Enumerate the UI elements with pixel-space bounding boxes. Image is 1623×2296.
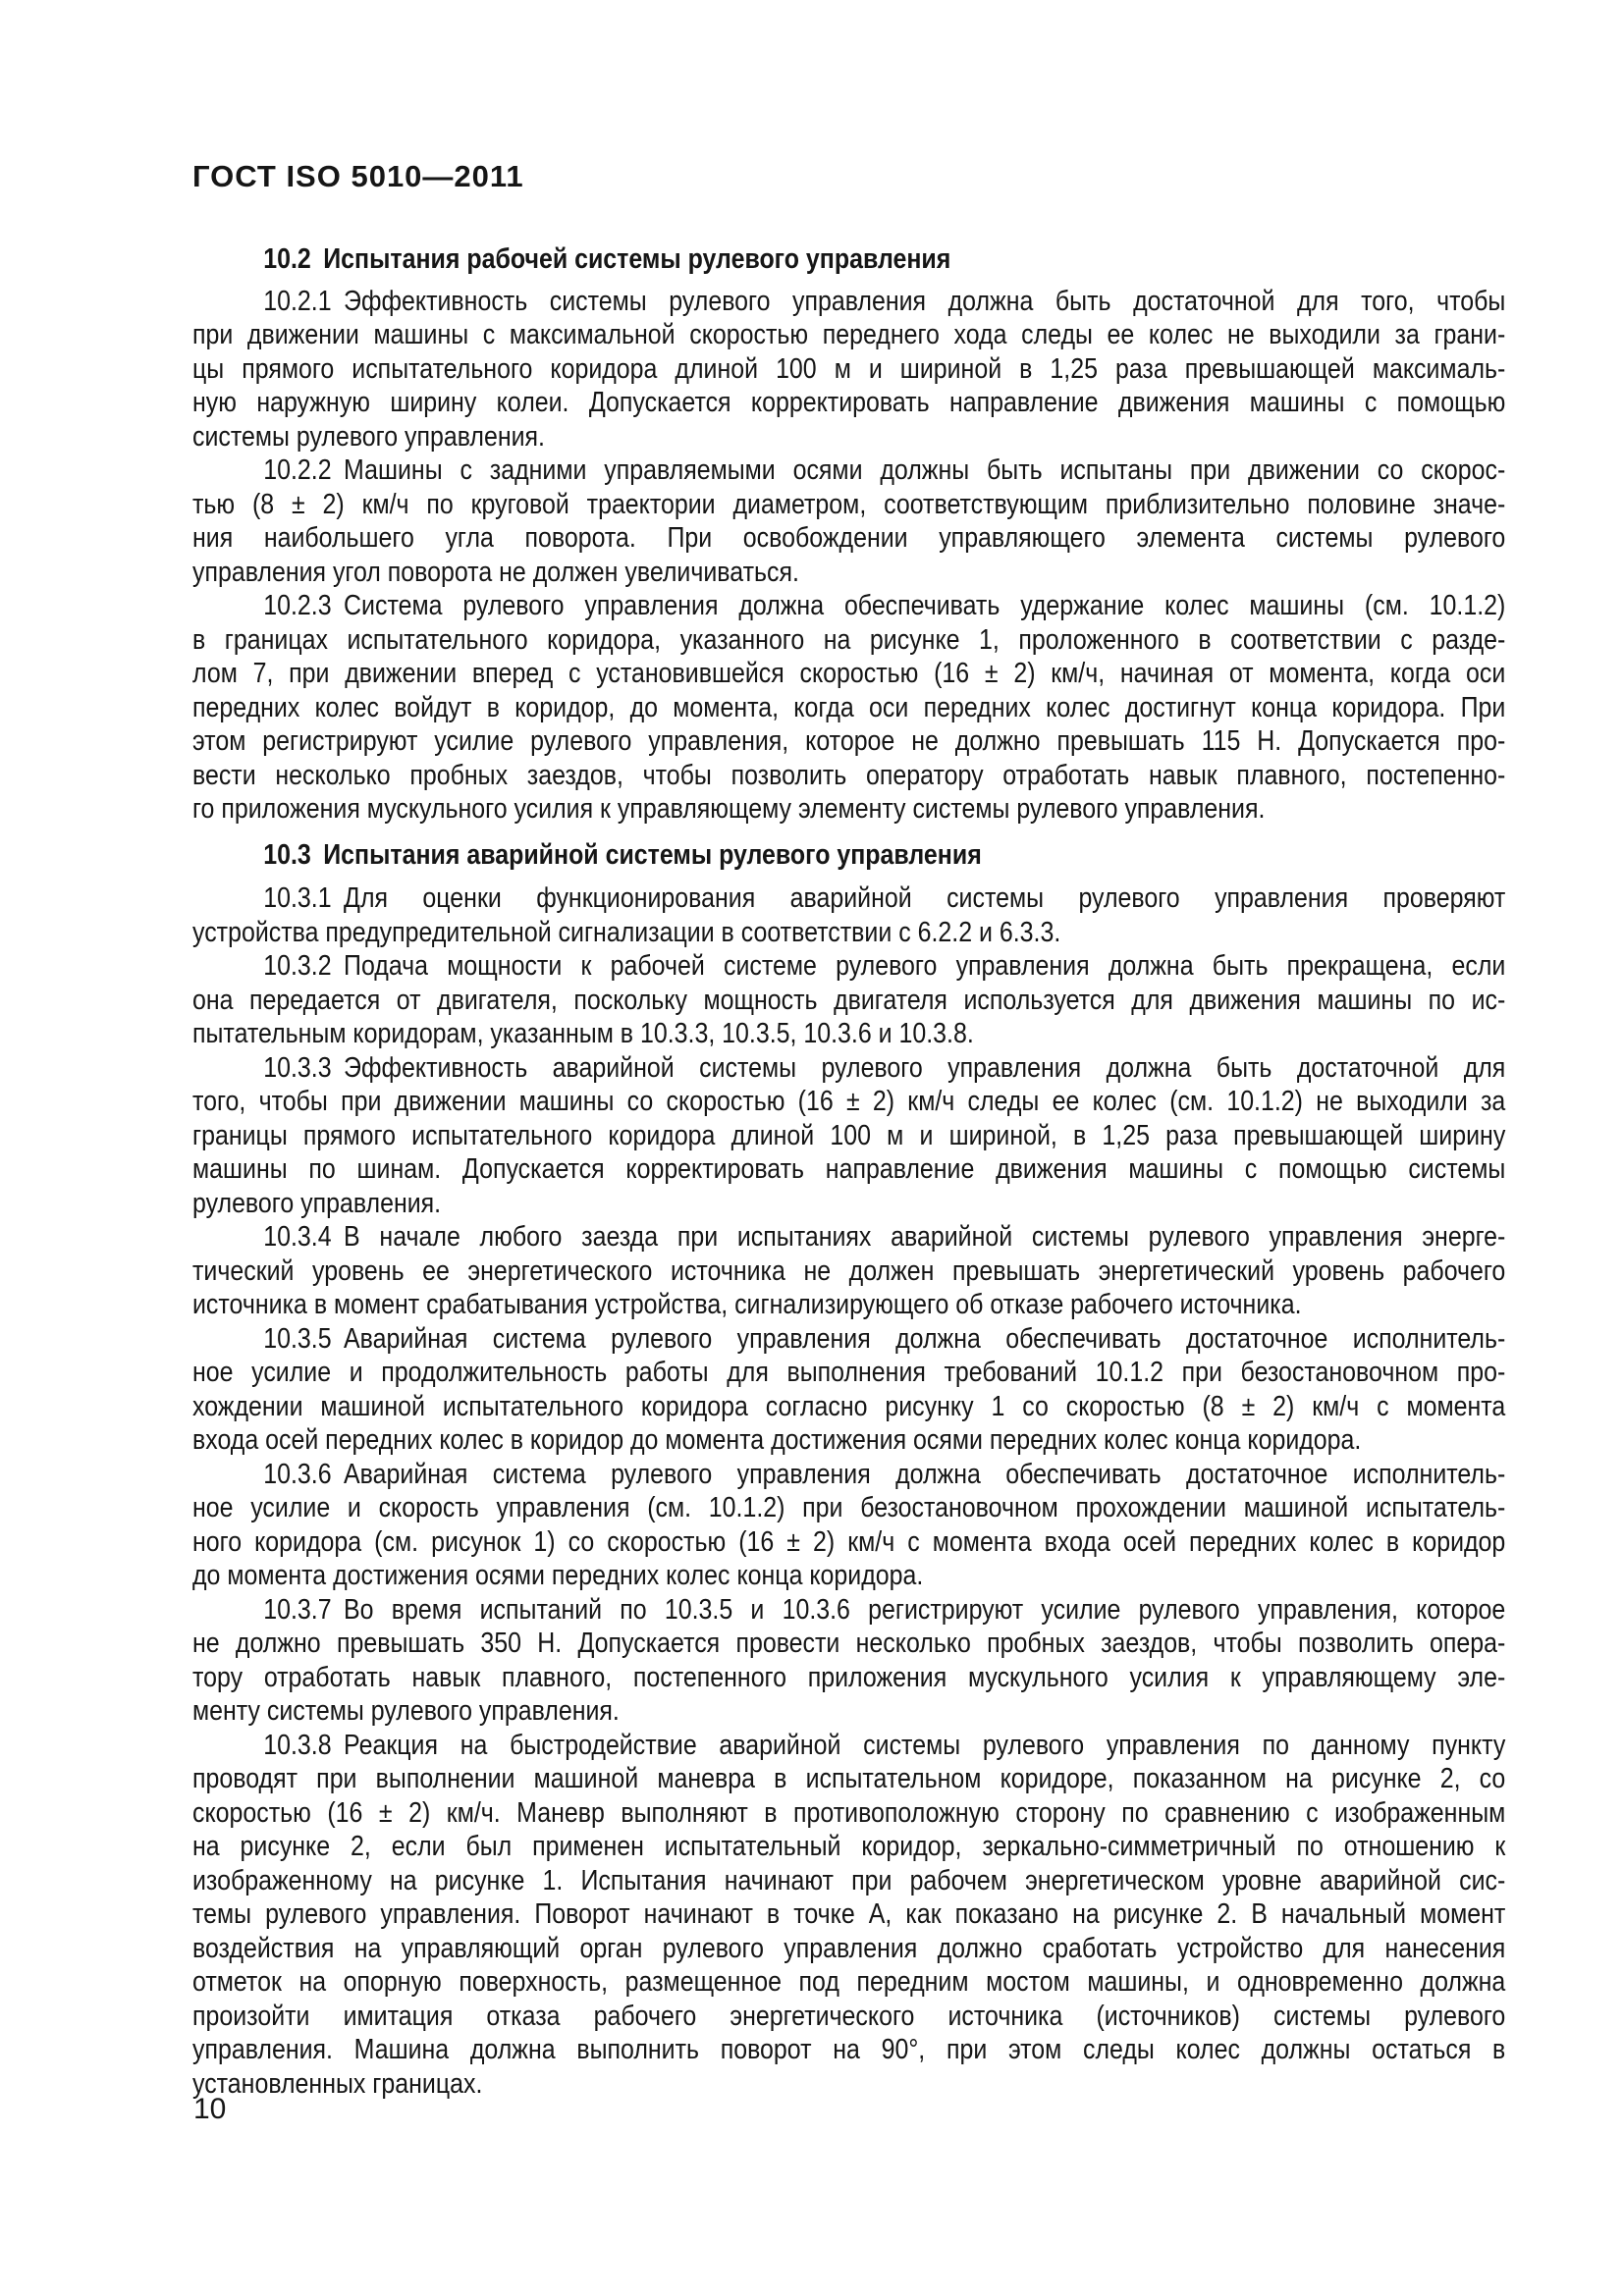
text-line: ное усилие и скорость управления (см. 10.1.2) при безостановочном прохождении машиной испытатель- (192, 1492, 1506, 1523)
text-line: изображенному на рисунке 1. Испытания начинают при рабочем энергетическом уровне аварийной сис- (192, 1864, 1506, 1896)
text-line: до момента достижения осями передних колес конца коридора. (192, 1560, 924, 1591)
text-line: произойти имитация отказа рабочего энергетического источника (источников) системы рулевого (192, 2000, 1506, 2032)
text-line: рулевого управления. (192, 1187, 442, 1219)
text-line: на рисунке 2, если был применен испытательный коридор, зеркально-симметричный по отношению к (192, 1831, 1506, 1862)
text-line: менту системы рулевого управления. (192, 1695, 620, 1727)
text-line: ное усилие и продолжительность работы для выполнения требований 10.1.2 при безостановочном про- (192, 1357, 1506, 1388)
document-body (192, 242, 1505, 2101)
paragraph-10-2-2 (192, 454, 1505, 589)
text-line: передних колес войдут в коридор, до момента, когда оси передних колес достигнут конца коридора. При (192, 691, 1506, 723)
text-line: 10.3.7 Во время испытаний по 10.3.5 и 10.3.6 регистрируют усилие рулевого управления, которое (263, 1593, 1506, 1626)
text-line: 10.2.2 Машины с задними управляемыми осями должны быть испытаны при движении со скорос- (263, 454, 1506, 486)
document-designation: ГОСТ ISO 5010—2011 (192, 159, 524, 193)
text-line: скоростью (16 ± 2) км/ч. Маневр выполняют в противоположную сторону по сравнению с изображенным (192, 1796, 1506, 1829)
paragraph-10-3-5 (192, 1322, 1505, 1458)
text-line: цы прямого испытательного коридора длиной 100 м и шириной в 1,25 раза превышающей максималь- (192, 352, 1506, 385)
paragraph-10-2-1 (192, 285, 1505, 454)
paragraph-10-3-4 (192, 1220, 1505, 1322)
text-line: 10.2.3 Система рулевого управления должна обеспечивать удержание колес машины (см. 10.1.2) (263, 590, 1506, 621)
paragraph-10-2-3 (192, 589, 1505, 827)
text-line: тору отработать навык плавного, постепенного приложения мускульного усилия к управляющему эле- (192, 1661, 1506, 1693)
paragraph-10-3-3 (192, 1051, 1505, 1221)
text-line: 10.3.2 Подача мощности к рабочей системе рулевого управления должна быть прекращена, если (263, 950, 1506, 982)
text-line: она передается от двигателя, поскольку мощность двигателя используется для движения машины по ис- (192, 984, 1506, 1016)
text-line: го приложения мускульного усилия к управляющему элементу системы рулевого управления. (192, 793, 1266, 825)
text-line: хождении машиной испытательного коридора согласно рисунку 1 со скоростью (8 ± 2) км/ч с момента (192, 1390, 1506, 1422)
text-line: в границах испытательного коридора, указанного на рисунке 1, проложенного в соответствии с разде- (192, 623, 1506, 656)
text-line: темы рулевого управления. Поворот начинают в точке А, как показано на рисунке 2. В начальный момент (192, 1898, 1506, 1930)
text-line: 10.3.6 Аварийная система рулевого управления должна обеспечивать достаточное исполнитель- (263, 1458, 1506, 1490)
text-line: границы прямого испытательного коридора длиной 100 м и шириной, в 1,25 раза превышающей ширину (192, 1119, 1506, 1151)
section-heading-10-2: 10.2 Испытания рабочей системы рулевого управления (263, 243, 951, 275)
paragraph-10-3-7 (192, 1593, 1505, 1729)
text-line: при движении машины с максимальной скоростью переднего хода следы ее колес не выходили за грани- (192, 319, 1506, 350)
text-line: управления. Машина должна выполнить поворот на 90°, при этом следы колес должны остаться в (192, 2034, 1506, 2065)
text-line: 10.3.1 Для оценки функционирования аварийной системы рулевого управления проверяют (263, 882, 1506, 914)
paragraph-10-3-8 (192, 1729, 1505, 2102)
text-line: лом 7, при движении вперед с установившейся скоростью (16 ± 2) км/ч, начиная от момента, когда оси (192, 658, 1506, 689)
text-line: 10.3.8 Реакция на быстродействие аварийной системы рулевого управления по данному пункту (263, 1729, 1506, 1761)
text-line: этом регистрируют усилие рулевого управления, которое не должно превышать 115 Н. Допускается про- (192, 725, 1506, 757)
text-line: ную наружную ширину колеи. Допускается корректировать направление движения машины с помощью (192, 387, 1506, 418)
text-line: не должно превышать 350 Н. Допускается провести несколько пробных заездов, чтобы позволить опера- (192, 1628, 1506, 1659)
text-line: вести несколько пробных заездов, чтобы позволить оператору отработать навык плавного, постепенно- (192, 759, 1506, 791)
paragraph-10-3-2 (192, 949, 1505, 1051)
text-line: 10.3.4 В начале любого заезда при испытаниях аварийной системы рулевого управления энерге- (263, 1221, 1506, 1253)
text-line: воздействия на управляющий орган рулевого управления должно сработать устройство для нанесения (192, 1932, 1506, 1964)
text-line: источника в момент срабатывания устройства, сигнализирующего об отказе рабочего источника. (192, 1289, 1302, 1320)
text-line: 10.2.1 Эффективность системы рулевого управления должна быть достаточной для того, чтобы (263, 285, 1506, 317)
text-line: установленных границах. (192, 2067, 483, 2100)
text-line: ного коридора (см. рисунок 1) со скоростью (16 ± 2) км/ч с момента входа осей передних колес в коридор (192, 1525, 1506, 1558)
text-line: проводят при выполнении машиной маневра в испытательном коридоре, показанном на рисунке 2, со (192, 1763, 1506, 1794)
text-line: тический уровень ее энергетического источника не должен превышать энергетический уровень рабочего (192, 1255, 1506, 1287)
section-heading-10-3: 10.3 Испытания аварийной системы рулевого управления (263, 838, 982, 871)
text-line: ния наибольшего угла поворота. При освобождении управляющего элемента системы рулевого (192, 522, 1506, 554)
text-line: 10.3.5 Аварийная система рулевого управления должна обеспечивать достаточное исполнитель- (263, 1322, 1506, 1355)
text-line: устройства предупредительной сигнализации в соответствии с 6.2.2 и 6.3.3. (192, 916, 1061, 948)
text-line: тью (8 ± 2) км/ч по круговой траектории диаметром, соответствующим приблизительно половине значе- (192, 488, 1506, 520)
paragraph-10-3-6 (192, 1458, 1505, 1593)
text-line: управления угол поворота не должен увеличиваться. (192, 556, 799, 588)
text-line: отметок на опорную поверхность, размещенное под передним мостом машины, и одновременно должна (192, 1966, 1506, 1998)
paragraph-10-3-1 (192, 881, 1505, 949)
text-line: машины по шинам. Допускается корректировать направление движения машины с помощью системы (192, 1153, 1506, 1185)
text-line: того, чтобы при движении машины со скоростью (16 ± 2) км/ч следы ее колес (см. 10.1.2) не выходили за (192, 1086, 1506, 1117)
page-number: 10 (193, 2093, 227, 2125)
text-line: системы рулевого управления. (192, 420, 545, 453)
text-line: входа осей передних колес в коридор до момента достижения осями передних колес конца коридора. (192, 1424, 1362, 1456)
text-line: 10.3.3 Эффективность аварийной системы рулевого управления должна быть достаточной для (263, 1051, 1506, 1084)
text-line: пытательным коридорам, указанным в 10.3.3, 10.3.5, 10.3.6 и 10.3.8. (192, 1018, 974, 1049)
